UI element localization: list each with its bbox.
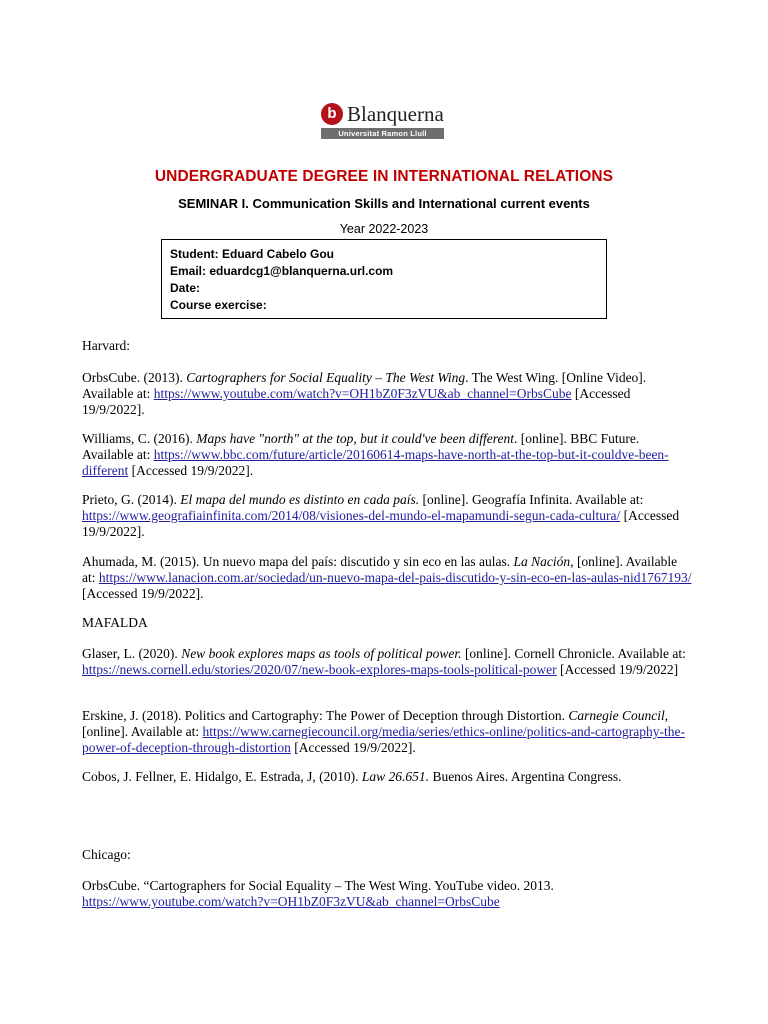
ref-text: . The West Wing. [Online Video]. Available at: [82, 370, 647, 401]
blanquerna-logo [321, 101, 446, 141]
ref-text: OrbsCube. “Cartographers for Social Equality – The West Wing. YouTube video. 2013. [82, 878, 554, 893]
student-email: Email: eduardcg1@blanquerna.url.com [170, 264, 394, 278]
ref-accessed: [Accessed 19/9/2022] [556, 662, 679, 677]
reference-orbscube-chicago [82, 878, 692, 910]
ref-text: . [online]. BBC Future. Available at: [82, 431, 640, 462]
ref-link[interactable]: https://www.carnegiecouncil.org/media/series/ethics-online/politics-and-cartography-the-power-of-deception-through-distortion [82, 724, 685, 755]
ref-link[interactable]: https://www.geografiainfinita.com/2014/08/visiones-del-mundo-el-mapamundi-segun-cada-cultura/ [82, 508, 621, 523]
ref-text: Erskine, J. (2018). Politics and Cartography: The Power of Deception through Distortion. [82, 708, 569, 723]
ref-title: New book explores maps as tools of political power. [181, 646, 462, 661]
ref-accessed: [Accessed 19/9/2022]. [82, 508, 680, 539]
section-heading-chicago [82, 847, 692, 863]
reference-williams [82, 431, 692, 479]
logo-wordmark: Blanquerna [347, 102, 444, 126]
logo-tagline: Universitat Ramon Llull [321, 128, 444, 139]
reference-orbscube-harvard [82, 370, 692, 418]
reference-prieto [82, 492, 692, 540]
ref-title: Carnegie Council [568, 708, 665, 723]
ref-text: , [online]. Available at: [82, 554, 678, 585]
student-name: Student: Eduard Cabelo Gou [170, 247, 334, 261]
course-exercise-field: Course exercise: [170, 298, 267, 312]
reference-glaser [82, 646, 692, 678]
ref-link[interactable]: https://www.lanacion.com.ar/sociedad/un-nuevo-mapa-del-pais-discutido-y-sin-eco-en-las-aulas-nid1767193/ [98, 570, 692, 585]
ref-text: Prieto, G. (2014). [82, 492, 181, 507]
ref-accessed: [Accessed 19/9/2022]. [82, 586, 204, 601]
ref-accessed: [Accessed 19/9/2022]. [82, 386, 631, 417]
academic-year: Year 2022-2023 [339, 222, 429, 236]
document-subtitle: SEMINAR I. Communication Skills and International current events [178, 196, 590, 211]
ref-link[interactable]: https://news.cornell.edu/stories/2020/07/new-book-explores-maps-tools-political-power [82, 662, 557, 677]
ref-title: Maps have "north" at the top, but it could've been different [196, 431, 514, 446]
ref-accessed: [Accessed 19/9/2022]. [128, 463, 254, 478]
reference-erskine [82, 708, 692, 756]
ref-text: [online]. Cornell Chronicle. Available at: [461, 646, 686, 661]
ref-text: Cobos, J. Fellner, E. Hidalgo, E. Estrada, J, (2010). [82, 769, 362, 784]
ref-text: Williams, C. (2016). [82, 431, 197, 446]
logo-mark-letter: b [327, 105, 337, 122]
section-heading-harvard [82, 338, 692, 354]
ref-text: Glaser, L. (2020). [82, 646, 182, 661]
reference-cobos [82, 769, 692, 785]
ref-link[interactable]: https://www.youtube.com/watch?v=OH1bZ0F3zVU&ab_channel=OrbsCube [153, 386, 572, 401]
section-heading-mafalda [82, 615, 692, 631]
ref-text: OrbsCube. (2013). [82, 370, 187, 385]
ref-title: Law 26.651. [361, 769, 430, 784]
reference-ahumada [82, 554, 692, 602]
ref-title: El mapa del mundo es distinto en cada país. [180, 492, 420, 507]
ref-text: , [online]. Available at: [82, 708, 669, 739]
ref-text: Buenos Aires. Argentina Congress. [429, 769, 622, 784]
logo-mark-icon [321, 103, 343, 125]
ref-link[interactable]: https://www.youtube.com/watch?v=OH1bZ0F3zVU&ab_channel=OrbsCube [82, 894, 500, 909]
ref-title: Cartographers for Social Equality – The West Wing [186, 370, 466, 385]
ref-text: [online]. Geografía Infinita. Available at: [419, 492, 644, 507]
student-info-box [161, 239, 607, 319]
harvard-label: Harvard: [82, 338, 130, 353]
mafalda-label: MAFALDA [82, 615, 148, 630]
document-title: UNDERGRADUATE DEGREE IN INTERNATIONAL RELATIONS [154, 168, 614, 185]
date-field: Date: [170, 281, 201, 295]
ref-accessed: [Accessed 19/9/2022]. [290, 740, 416, 755]
ref-link[interactable]: https://www.bbc.com/future/article/20160614-maps-have-north-at-the-top-but-it-couldve-been-different [82, 447, 669, 478]
ref-title: La Nación [513, 554, 571, 569]
chicago-label: Chicago: [82, 847, 131, 862]
ref-text: Ahumada, M. (2015). Un nuevo mapa del país: discutido y sin eco en las aulas. [82, 554, 514, 569]
